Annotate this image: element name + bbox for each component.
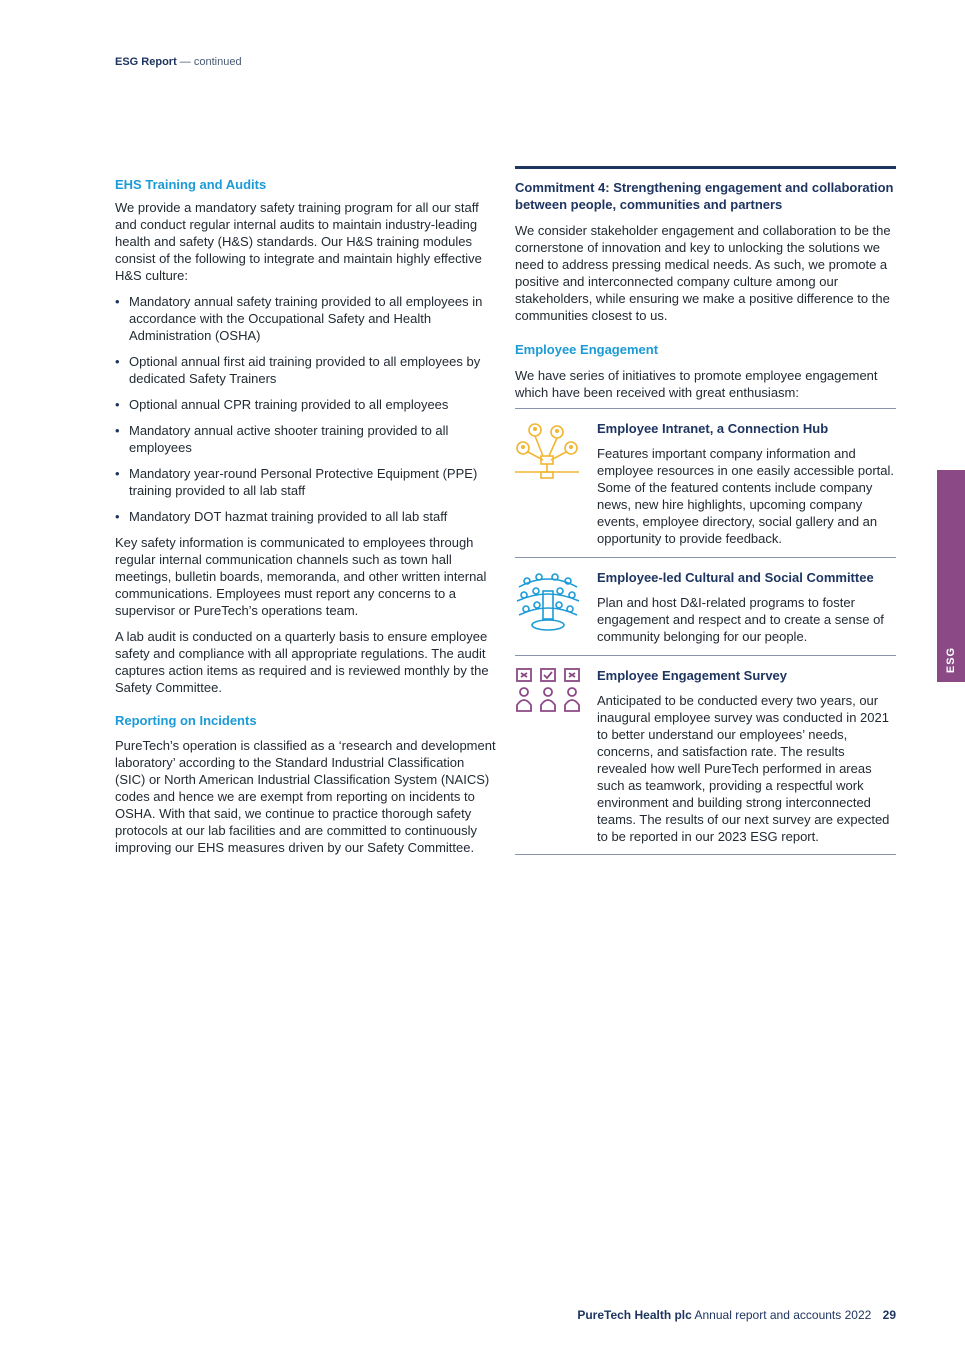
footer-report: Annual report and accounts 2022 bbox=[694, 1308, 872, 1322]
community-gathering-icon bbox=[515, 569, 597, 645]
section-heading-reporting-incidents: Reporting on Incidents bbox=[115, 713, 257, 728]
page-number: 29 bbox=[882, 1308, 896, 1322]
ehs-intro-paragraph: We provide a mandatory safety training program for all our staff and conduct regular internal audits to maintain industry-leading health and safety (H&S) standards. Our H&S training modules consist of the following to integrate and maintain highly effective H&S culture: bbox=[115, 200, 482, 283]
lab-audit-paragraph: A lab audit is conducted on a quarterly basis to ensure employee safety and compliance with all appropriate regulations. The audit captures action items as required and is reviewed monthly by the Safety Committee. bbox=[115, 629, 489, 695]
list-item: • Optional annual first aid training provided to all employees by dedicated Safety Trainers bbox=[115, 353, 498, 387]
initiative-committee bbox=[515, 558, 896, 656]
initiative-intranet bbox=[515, 409, 896, 558]
engagement-intro-paragraph: We have series of initiatives to promote employee engagement which have been received with great enthusiasm: bbox=[515, 368, 878, 400]
list-item: • Mandatory year-round Personal Protective Equipment (PPE) training provided to all lab staff bbox=[115, 465, 498, 499]
running-header bbox=[115, 56, 242, 68]
initiative-body: Features important company information and employee resources in one easily accessible portal. Some of the featured contents include company news, new hire highlights, upcoming company events, employee directory, social gallery and an opportunity to provide feedback. bbox=[597, 446, 894, 546]
commitment-heading: Commitment 4: Strengthening engagement and collaboration between people, communities and partners bbox=[515, 180, 894, 212]
survey-people-icon bbox=[515, 667, 597, 845]
list-item: • Mandatory annual active shooter training provided to all employees bbox=[115, 422, 498, 456]
initiative-title: Employee Engagement Survey bbox=[597, 668, 788, 683]
section-heading-employee-engagement: Employee Engagement bbox=[515, 342, 659, 357]
training-bullet-list bbox=[115, 293, 498, 525]
initiative-survey bbox=[515, 656, 896, 855]
incidents-paragraph: PureTech’s operation is classified as a ‘research and development laboratory’ according to the Standard Industrial Classification (SIC) or North American Industrial Classification System (NAICS) codes and hence we are exempt from reporting on incidents to OSHA. With that said, we continue to practice thorough safety protocols at our lab facilities and are committed to continuously improving our EHS measures driven by our Safety Committee. bbox=[115, 738, 496, 855]
initiatives-list bbox=[515, 408, 896, 855]
list-item: • Optional annual CPR training provided to all employees bbox=[115, 396, 498, 413]
side-section-tab bbox=[937, 470, 965, 682]
list-item: • Mandatory DOT hazmat training provided to all lab staff bbox=[115, 508, 498, 525]
header-title: ESG Report bbox=[115, 56, 177, 68]
section-top-rule bbox=[515, 166, 896, 169]
initiative-body: Plan and host D&I-related programs to foster engagement and respect and to create a sense of community belonging for our people. bbox=[597, 595, 884, 644]
header-continued: — continued bbox=[179, 56, 242, 68]
initiative-title: Employee-led Cultural and Social Committee bbox=[597, 570, 874, 585]
left-column bbox=[115, 176, 498, 856]
page-footer bbox=[577, 1308, 896, 1322]
section-heading-ehs-training: EHS Training and Audits bbox=[115, 177, 267, 192]
footer-company: PureTech Health plc bbox=[577, 1308, 692, 1322]
ehs-communication-paragraph: Key safety information is communicated to employees through regular internal communication channels such as town hall meetings, bulletin boards, memoranda, and other written internal communications. Employees must report any concerns to a supervisor or PureTech’s operations team. bbox=[115, 535, 487, 618]
network-hub-icon bbox=[515, 420, 597, 547]
initiative-title: Employee Intranet, a Connection Hub bbox=[597, 421, 829, 436]
list-item: • Mandatory annual safety training provided to all employees in accordance with the Occupational Safety and Health Administration (OSHA) bbox=[115, 293, 498, 344]
side-tab-label: ESG bbox=[945, 646, 957, 674]
commitment-paragraph: We consider stakeholder engagement and collaboration to be the cornerstone of innovation and key to unlocking the solutions we need to address pressing medical needs. As such, we promote a positive and interconnected company culture among our stakeholders, while ensuring we make a positive difference to the communities closest to us. bbox=[515, 223, 891, 323]
right-column bbox=[515, 166, 896, 855]
initiative-body: Anticipated to be conducted every two years, our inaugural employee survey was conducted in 2021 to better understand our employees’ needs, concerns, and satisfaction rate. The results revealed how well PureTech performed in areas such as teamwork, providing a respectful work environment and building strong interconnected teams. The results of our next survey are expected to be reported in our 2023 ESG report. bbox=[597, 693, 890, 844]
